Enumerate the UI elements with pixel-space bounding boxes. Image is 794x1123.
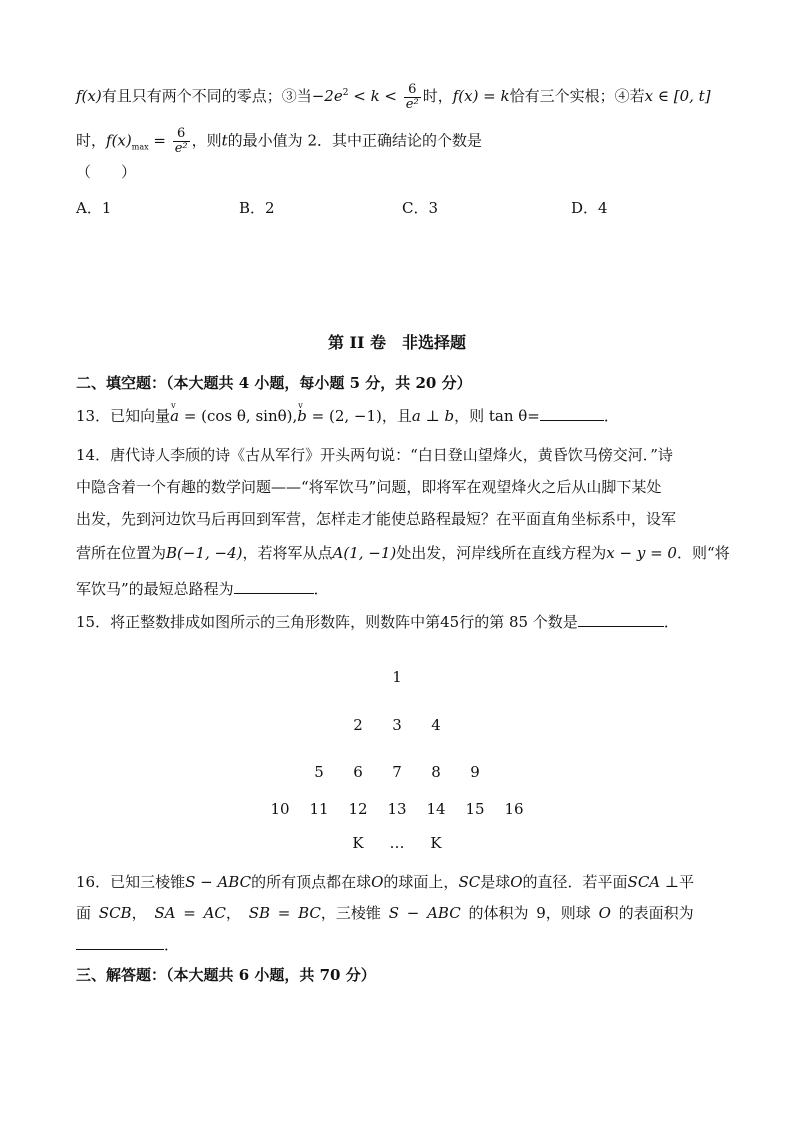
math-fx: f(x) <box>106 131 132 150</box>
math-sub-max: max <box>131 142 149 152</box>
q12-line-2 <box>76 127 482 159</box>
triangle-number: 9 <box>470 763 480 781</box>
fraction-6-over-e2: $\frac{6}{\text{e²}}$ <box>174 126 188 156</box>
math: O <box>371 873 384 891</box>
text: 13．已知向量 <box>76 407 171 425</box>
triangle-number: 4 <box>431 716 441 734</box>
text: 的体积为 9，则球 <box>468 904 591 922</box>
text: 行的第 85 个数是 <box>459 613 578 631</box>
triangle-number: 14 <box>426 800 446 818</box>
text: 的表面积为 <box>618 904 694 922</box>
math-point-b: B(−1, −4) <box>166 544 243 562</box>
triangle-row-3 <box>0 763 794 781</box>
triangle-number: 13 <box>387 800 407 818</box>
answer-blank[interactable] <box>540 406 604 421</box>
math: SC <box>458 873 481 891</box>
text: 15．将正整数排成如图所示的三角形数阵，则数阵中第 <box>76 613 441 631</box>
triangle-number: 10 <box>270 800 290 818</box>
text: ， <box>131 904 147 922</box>
text: 有且只有两个不同的零点；③当 <box>101 87 312 105</box>
text: ． <box>603 407 619 425</box>
text: ． <box>164 936 180 954</box>
question-15 <box>76 611 679 633</box>
triangle-number: 7 <box>392 763 402 781</box>
triangle-row-5 <box>0 834 794 852</box>
math: = (cos θ, sinθ), <box>179 407 298 425</box>
text: 的球面上， <box>383 873 459 891</box>
option-a: A．1 <box>76 199 112 217</box>
math: SCA ⊥ <box>627 873 680 891</box>
triangle-number: 16 <box>504 800 524 818</box>
math: O <box>510 873 523 891</box>
text: ，则 <box>191 131 222 150</box>
math-interval: x ∈ [0, t] <box>644 87 711 105</box>
option-c: C．3 <box>402 199 439 217</box>
text: 平 <box>679 873 695 891</box>
section-2-header: 二、填空题：（本大题共 4 小题，每小题 5 分，共 20 分） <box>76 374 472 392</box>
triangle-number: 15 <box>465 800 485 818</box>
triangle-number: 1 <box>392 668 402 686</box>
triangle-number: 5 <box>314 763 324 781</box>
triangle-row-4 <box>0 800 794 818</box>
text: 面 <box>76 904 92 922</box>
question-16-line-1 <box>76 871 694 893</box>
triangle-number: K <box>352 834 364 852</box>
math: SA = AC <box>154 904 226 922</box>
text: ，若将军从点 <box>242 544 333 562</box>
question-14-line-3: 出发，先到河边饮马后再回到军营，怎样走才能使总路程最短？在平面直角坐标系中，设军 <box>76 510 677 528</box>
triangle-number: 3 <box>392 716 402 734</box>
math-perp: a ⊥ b <box>411 407 455 425</box>
triangle-number: 11 <box>309 800 329 818</box>
answer-blank[interactable] <box>76 935 164 950</box>
triangle-ellipsis: … <box>389 834 405 852</box>
question-14-line-4 <box>76 542 730 564</box>
question-16-line-3 <box>76 934 179 956</box>
option-d: D．4 <box>571 199 608 217</box>
text: ． <box>663 613 679 631</box>
text: ，且 <box>381 407 412 425</box>
q12-line-1 <box>76 82 711 112</box>
question-13 <box>76 405 619 427</box>
text: ，则 <box>454 407 485 425</box>
vector-a: v a <box>170 405 179 427</box>
question-14-line-5 <box>76 578 329 600</box>
math: O <box>598 904 611 922</box>
triangle-row-2 <box>0 716 794 734</box>
answer-blank[interactable] <box>578 612 664 627</box>
vector-b: v b <box>297 405 307 427</box>
math-row-45: 45 <box>440 613 460 631</box>
question-16-line-2 <box>76 902 694 924</box>
text: 是球 <box>480 873 511 891</box>
triangle-number: K <box>430 834 442 852</box>
text: 时， <box>422 87 453 105</box>
text: ．则“将 <box>676 544 730 562</box>
text: ，三棱锥 <box>320 904 381 922</box>
text: ． <box>313 580 329 598</box>
math-tan: tan θ= <box>484 407 540 425</box>
math: SB = BC <box>248 904 321 922</box>
math-eq: = <box>148 131 171 150</box>
text: 16．已知三棱锥 <box>76 873 186 891</box>
triangle-number: 2 <box>353 716 363 734</box>
math-neg2e: −2e <box>311 87 343 105</box>
answer-blank[interactable] <box>234 579 314 594</box>
math: S − ABC <box>388 904 461 922</box>
text: 的所有顶点都在球 <box>251 873 372 891</box>
math-sup-2: 2 <box>342 88 349 98</box>
triangle-number: 8 <box>431 763 441 781</box>
math-fx: f(x) <box>76 87 102 105</box>
text: 的直径．若平面 <box>522 873 628 891</box>
math: = (2, −1) <box>306 407 382 425</box>
text: 营所在位置为 <box>76 544 167 562</box>
question-14-line-1: 14．唐代诗人李颀的诗《古从军行》开头两句说：“白日登山望烽火，黄昏饮马傍交河．”诗 <box>76 446 673 464</box>
question-14-line-2: 中隐含着一个有趣的数学问题——“将军饮马”问题，即将军在观望烽火之后从山脚下某处 <box>76 478 662 496</box>
math-line-eq: x − y = 0 <box>606 544 677 562</box>
text: ， <box>225 904 241 922</box>
text: 时， <box>76 131 107 150</box>
triangle-number: 6 <box>353 763 363 781</box>
math-t: t <box>221 131 228 150</box>
option-b: B．2 <box>239 199 275 217</box>
text: 的最小值为 2．其中正确结论的个数是 <box>227 131 482 150</box>
math-fx-eq-k: f(x) = k <box>452 87 510 105</box>
text: 恰有三个实根；④若 <box>509 87 645 105</box>
math-point-a: A(1, −1) <box>332 544 397 562</box>
section-3-header: 三、解答题：（本大题共 6 小题，共 70 分） <box>76 966 376 984</box>
math: SCB <box>98 904 132 922</box>
math: S − ABC <box>185 873 252 891</box>
fraction-6-over-e2: $\frac{6}{\text{e²}}$ <box>405 81 419 112</box>
part-ii-title: 第 II 卷 非选择题 <box>327 333 467 352</box>
q12-answer-paren: （ ） <box>76 163 137 181</box>
text: 军饮马”的最短总路程为 <box>76 580 234 598</box>
triangle-number: 12 <box>348 800 368 818</box>
text: 处出发，河岸线所在直线方程为 <box>396 544 607 562</box>
triangle-row-1 <box>0 668 794 686</box>
math-ineq: < k < <box>348 87 402 105</box>
